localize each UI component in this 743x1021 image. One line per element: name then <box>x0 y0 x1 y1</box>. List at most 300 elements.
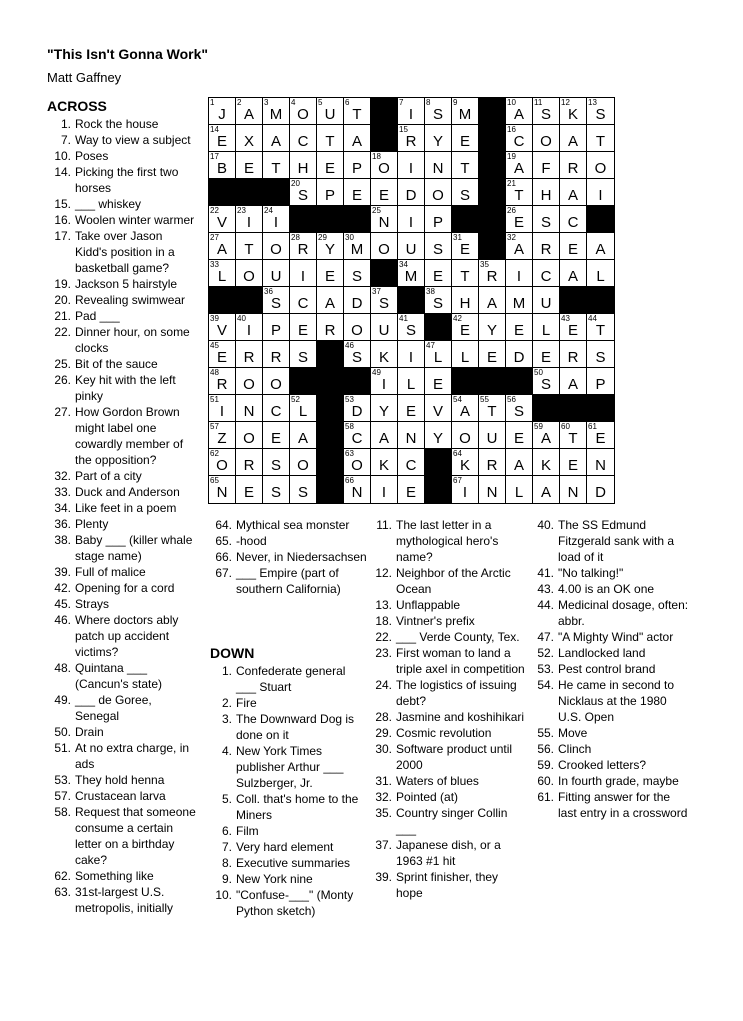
grid-cell[interactable] <box>371 152 398 179</box>
grid-cell[interactable] <box>371 314 398 341</box>
grid-block <box>317 206 344 233</box>
cell-letter: E <box>378 187 389 204</box>
cell-letter: L <box>433 349 443 366</box>
cell-number: 54 <box>453 395 462 404</box>
grid-cell[interactable] <box>587 260 614 287</box>
grid-cell[interactable] <box>587 179 614 206</box>
grid-cell[interactable] <box>506 260 533 287</box>
grid-cell[interactable] <box>560 368 587 395</box>
grid-cell[interactable] <box>371 233 398 260</box>
grid-cell[interactable] <box>587 98 614 125</box>
clue-number: 18. <box>375 614 392 628</box>
grid-cell[interactable] <box>533 341 560 368</box>
grid-cell[interactable] <box>236 314 263 341</box>
cell-letter: P <box>324 187 335 204</box>
grid-cell[interactable] <box>452 125 479 152</box>
grid-cell[interactable] <box>371 395 398 422</box>
cell-number: 58 <box>345 422 354 431</box>
clue <box>208 871 368 887</box>
grid-cell[interactable] <box>209 125 236 152</box>
clue <box>368 565 528 597</box>
grid-cell[interactable] <box>263 314 290 341</box>
grid-cell[interactable] <box>533 368 560 395</box>
grid-cell[interactable] <box>344 422 371 449</box>
grid-cell[interactable] <box>560 152 587 179</box>
grid-cell[interactable] <box>290 287 317 314</box>
grid-cell[interactable] <box>452 476 479 503</box>
grid-cell[interactable] <box>560 341 587 368</box>
grid-cell[interactable] <box>236 449 263 476</box>
clue <box>530 645 692 661</box>
grid-cell[interactable] <box>263 395 290 422</box>
grid-cell[interactable] <box>452 260 479 287</box>
clue-number: 66. <box>215 550 232 564</box>
grid-cell[interactable] <box>398 476 425 503</box>
grid-cell[interactable] <box>290 125 317 152</box>
cell-number: 51 <box>210 395 219 404</box>
grid-cell[interactable] <box>533 179 560 206</box>
clue-number: 22. <box>375 630 392 644</box>
grid-cell[interactable] <box>587 476 614 503</box>
grid-block <box>371 98 398 125</box>
grid-cell[interactable] <box>344 125 371 152</box>
grid-cell[interactable] <box>560 98 587 125</box>
grid-cell[interactable] <box>425 260 452 287</box>
clue-text: New York nine <box>236 872 313 886</box>
grid-cell[interactable] <box>344 314 371 341</box>
grid-cell[interactable] <box>344 179 371 206</box>
clue-text: Strays <box>75 597 110 611</box>
grid-cell[interactable] <box>425 233 452 260</box>
grid-cell[interactable] <box>479 476 506 503</box>
clue <box>208 533 368 549</box>
grid-cell[interactable] <box>209 314 236 341</box>
clue-text: He came in second to Nicklaus at the 1980 U.S. Open <box>558 678 675 724</box>
grid-cell[interactable] <box>317 179 344 206</box>
clue-number: 57. <box>54 789 71 803</box>
grid-cell[interactable] <box>398 341 425 368</box>
grid-cell[interactable] <box>236 125 263 152</box>
grid-cell[interactable] <box>317 98 344 125</box>
grid-cell[interactable] <box>263 125 290 152</box>
grid-cell[interactable] <box>452 395 479 422</box>
cell-number: 11 <box>534 98 543 107</box>
grid-block <box>236 179 263 206</box>
across-clues-column-1 <box>47 116 197 916</box>
grid-block <box>290 206 317 233</box>
clue-text: Quintana ___ (Cancun's state) <box>75 661 162 691</box>
grid-cell[interactable] <box>209 233 236 260</box>
clue-text: Where doctors ably patch up accident victims? <box>75 613 179 659</box>
grid-cell[interactable] <box>290 152 317 179</box>
cell-number: 25 <box>372 206 381 215</box>
cell-letter: E <box>486 349 497 366</box>
cell-letter: C <box>540 268 552 285</box>
grid-cell[interactable] <box>425 125 452 152</box>
grid-cell[interactable] <box>371 206 398 233</box>
cell-letter: T <box>352 106 362 123</box>
grid-cell[interactable] <box>425 179 452 206</box>
grid-cell[interactable] <box>560 422 587 449</box>
grid-cell[interactable] <box>344 476 371 503</box>
grid-block <box>317 422 344 449</box>
grid-cell[interactable] <box>263 98 290 125</box>
grid-block <box>479 98 506 125</box>
grid-cell[interactable] <box>506 152 533 179</box>
grid-cell[interactable] <box>371 287 398 314</box>
grid-cell[interactable] <box>506 206 533 233</box>
cell-letter: O <box>270 376 282 393</box>
grid-cell[interactable] <box>452 449 479 476</box>
clue-text: Fire <box>236 696 257 710</box>
grid-cell[interactable] <box>452 287 479 314</box>
grid-cell[interactable] <box>506 98 533 125</box>
clue-number: 41. <box>537 566 554 580</box>
grid-cell[interactable] <box>533 476 560 503</box>
grid-cell[interactable] <box>371 449 398 476</box>
clue <box>47 740 197 772</box>
grid-cell[interactable] <box>209 98 236 125</box>
grid-cell[interactable] <box>263 152 290 179</box>
grid-cell[interactable] <box>398 449 425 476</box>
grid-cell[interactable] <box>425 341 452 368</box>
grid-cell[interactable] <box>560 476 587 503</box>
grid-block <box>479 368 506 395</box>
clue-text: 4.00 is an OK one <box>558 582 655 596</box>
grid-cell[interactable] <box>506 179 533 206</box>
grid-cell[interactable] <box>371 179 398 206</box>
clue-text: Opening for a cord <box>75 581 175 595</box>
grid-cell[interactable] <box>371 368 398 395</box>
grid-cell[interactable] <box>533 233 560 260</box>
clue-text: Take over Jason Kidd's position in a basketball game? <box>75 229 175 275</box>
grid-cell[interactable] <box>398 98 425 125</box>
cell-letter: D <box>351 295 363 312</box>
grid-cell[interactable] <box>479 314 506 341</box>
cell-letter: I <box>598 187 603 204</box>
cell-letter: K <box>378 457 389 474</box>
grid-cell[interactable] <box>479 449 506 476</box>
grid-cell[interactable] <box>506 233 533 260</box>
grid-cell[interactable] <box>506 341 533 368</box>
cell-letter: E <box>459 241 470 258</box>
grid-cell[interactable] <box>344 449 371 476</box>
grid-block <box>425 476 452 503</box>
grid-cell[interactable] <box>425 152 452 179</box>
grid-cell[interactable] <box>290 449 317 476</box>
grid-cell[interactable] <box>533 314 560 341</box>
grid-cell[interactable] <box>587 314 614 341</box>
grid-cell[interactable] <box>317 314 344 341</box>
clue-number: 34. <box>54 501 71 515</box>
across-header: ACROSS <box>47 98 107 114</box>
grid-cell[interactable] <box>533 260 560 287</box>
grid-cell[interactable] <box>290 98 317 125</box>
grid-cell[interactable] <box>236 152 263 179</box>
clue <box>368 709 528 725</box>
grid-cell[interactable] <box>587 233 614 260</box>
grid-cell[interactable] <box>452 314 479 341</box>
grid-cell[interactable] <box>236 206 263 233</box>
grid-cell[interactable] <box>452 152 479 179</box>
clue <box>47 532 197 564</box>
grid-cell[interactable] <box>263 449 290 476</box>
clue-text: At no extra charge, in ads <box>75 741 190 771</box>
grid-cell[interactable] <box>506 125 533 152</box>
grid-cell[interactable] <box>344 260 371 287</box>
grid-cell[interactable] <box>560 260 587 287</box>
cell-letter: S <box>513 403 524 420</box>
grid-cell[interactable] <box>344 233 371 260</box>
grid-cell[interactable] <box>452 233 479 260</box>
grid-cell[interactable] <box>209 395 236 422</box>
clue <box>47 868 197 884</box>
grid-cell[interactable] <box>479 287 506 314</box>
clue-number: 30. <box>375 742 392 756</box>
grid-cell[interactable] <box>209 341 236 368</box>
grid-cell[interactable] <box>290 395 317 422</box>
grid-cell[interactable] <box>236 395 263 422</box>
grid-cell[interactable] <box>587 341 614 368</box>
grid-cell[interactable] <box>236 98 263 125</box>
grid-cell[interactable] <box>236 233 263 260</box>
grid-block <box>317 395 344 422</box>
clue-text: Medicinal dosage, often: abbr. <box>558 598 689 628</box>
grid-cell[interactable] <box>209 206 236 233</box>
cell-letter: B <box>216 160 227 177</box>
clue-number: 32. <box>375 790 392 804</box>
grid-cell[interactable] <box>587 422 614 449</box>
clue-text: Key hit with the left pinky <box>75 373 176 403</box>
grid-cell[interactable] <box>425 206 452 233</box>
cell-letter: T <box>460 160 470 177</box>
grid-cell[interactable] <box>587 449 614 476</box>
cell-number: 8 <box>426 98 431 107</box>
clue <box>208 855 368 871</box>
cell-letter: S <box>405 322 416 339</box>
grid-cell[interactable] <box>479 422 506 449</box>
grid-block <box>452 368 479 395</box>
grid-cell[interactable] <box>236 368 263 395</box>
crossword-grid <box>208 97 615 504</box>
grid-cell[interactable] <box>290 422 317 449</box>
grid-cell[interactable] <box>371 476 398 503</box>
grid-cell[interactable] <box>587 125 614 152</box>
cell-letter: U <box>270 268 282 285</box>
grid-cell[interactable] <box>560 206 587 233</box>
clue-text: Country singer Collin ___ <box>396 806 508 836</box>
grid-cell[interactable] <box>533 287 560 314</box>
clue <box>368 597 528 613</box>
grid-cell[interactable] <box>587 152 614 179</box>
cell-letter: E <box>567 241 578 258</box>
clue-number: 3. <box>221 712 232 726</box>
grid-cell[interactable] <box>398 152 425 179</box>
grid-cell[interactable] <box>398 125 425 152</box>
grid-cell[interactable] <box>452 341 479 368</box>
clue-number: 54. <box>537 678 554 692</box>
grid-cell[interactable] <box>236 422 263 449</box>
grid-cell[interactable] <box>290 476 317 503</box>
grid-cell[interactable] <box>209 368 236 395</box>
grid-cell[interactable] <box>452 179 479 206</box>
grid-cell[interactable] <box>425 368 452 395</box>
grid-cell[interactable] <box>560 179 587 206</box>
grid-cell[interactable] <box>344 341 371 368</box>
grid-cell[interactable] <box>398 422 425 449</box>
grid-cell[interactable] <box>344 395 371 422</box>
clue-number: 6. <box>221 824 232 838</box>
grid-cell[interactable] <box>371 422 398 449</box>
grid-cell[interactable] <box>506 449 533 476</box>
grid-cell[interactable] <box>209 152 236 179</box>
grid-cell[interactable] <box>290 233 317 260</box>
clue-text: Drain <box>75 725 104 739</box>
grid-cell[interactable] <box>317 233 344 260</box>
grid-cell[interactable] <box>398 179 425 206</box>
grid-cell[interactable] <box>398 395 425 422</box>
grid-cell[interactable] <box>263 368 290 395</box>
clue <box>368 629 528 645</box>
grid-cell[interactable] <box>209 422 236 449</box>
clue-number: 10. <box>215 888 232 902</box>
cell-letter: S <box>540 106 551 123</box>
grid-cell[interactable] <box>587 368 614 395</box>
grid-cell[interactable] <box>560 125 587 152</box>
cell-letter: S <box>595 106 606 123</box>
clue-number: 42. <box>54 581 71 595</box>
clue <box>47 148 197 164</box>
clue-number: 4. <box>221 744 232 758</box>
grid-cell[interactable] <box>506 314 533 341</box>
cell-letter: E <box>243 160 254 177</box>
grid-cell[interactable] <box>263 287 290 314</box>
cell-letter: I <box>462 484 468 501</box>
cell-number: 64 <box>453 449 462 458</box>
clue-text: Film <box>236 824 259 838</box>
cell-letter: C <box>513 133 525 150</box>
grid-cell[interactable] <box>506 476 533 503</box>
grid-cell[interactable] <box>344 287 371 314</box>
cell-letter: O <box>270 241 282 258</box>
grid-cell[interactable] <box>479 260 506 287</box>
grid-cell[interactable] <box>560 233 587 260</box>
cell-letter: O <box>351 322 363 339</box>
clue-text: The Downward Dog is done on it <box>236 712 355 742</box>
grid-cell[interactable] <box>317 260 344 287</box>
grid-block <box>317 341 344 368</box>
grid-cell[interactable] <box>236 476 263 503</box>
clue-number: 36. <box>54 517 71 531</box>
grid-cell[interactable] <box>344 152 371 179</box>
grid-cell[interactable] <box>317 125 344 152</box>
grid-cell[interactable] <box>263 476 290 503</box>
grid-cell[interactable] <box>452 422 479 449</box>
clue-text: First woman to land a triple axel in competition <box>396 646 525 676</box>
grid-cell[interactable] <box>209 260 236 287</box>
grid-cell[interactable] <box>344 98 371 125</box>
grid-cell[interactable] <box>290 179 317 206</box>
clue <box>208 695 368 711</box>
cell-number: 52 <box>291 395 300 404</box>
clue <box>47 596 197 612</box>
clue-number: 19. <box>54 277 71 291</box>
clue <box>47 324 197 356</box>
grid-cell[interactable] <box>398 260 425 287</box>
grid-cell[interactable] <box>560 314 587 341</box>
cell-letter: P <box>595 376 606 393</box>
grid-cell[interactable] <box>506 395 533 422</box>
clue-text: Vintner's prefix <box>396 614 475 628</box>
grid-cell[interactable] <box>209 476 236 503</box>
grid-cell[interactable] <box>263 260 290 287</box>
grid-cell[interactable] <box>398 314 425 341</box>
grid-cell[interactable] <box>317 287 344 314</box>
grid-cell[interactable] <box>398 368 425 395</box>
cell-number: 63 <box>345 449 354 458</box>
grid-cell[interactable] <box>263 422 290 449</box>
grid-cell[interactable] <box>425 395 452 422</box>
grid-cell[interactable] <box>371 341 398 368</box>
grid-cell[interactable] <box>425 422 452 449</box>
grid-cell[interactable] <box>533 206 560 233</box>
cell-number: 33 <box>210 260 219 269</box>
clue-text: Sprint finisher, they hope <box>396 870 499 900</box>
grid-cell[interactable] <box>533 98 560 125</box>
clue-number: 45. <box>54 597 71 611</box>
grid-cell[interactable] <box>209 449 236 476</box>
cell-letter: I <box>408 106 414 123</box>
grid-cell[interactable] <box>425 98 452 125</box>
grid-cell[interactable] <box>479 341 506 368</box>
grid-cell[interactable] <box>317 152 344 179</box>
grid-cell[interactable] <box>236 260 263 287</box>
clue-text: 31st-largest U.S. metropolis, initially <box>75 885 174 915</box>
clue-number: 50. <box>54 725 71 739</box>
clue <box>368 517 528 565</box>
grid-cell[interactable] <box>452 98 479 125</box>
cell-letter: E <box>540 349 551 366</box>
grid-cell[interactable] <box>533 152 560 179</box>
cell-letter: E <box>432 268 443 285</box>
grid-cell[interactable] <box>290 314 317 341</box>
grid-cell[interactable] <box>479 395 506 422</box>
grid-block <box>533 395 560 422</box>
grid-cell[interactable] <box>533 125 560 152</box>
grid-cell[interactable] <box>506 287 533 314</box>
grid-cell[interactable] <box>290 260 317 287</box>
grid-cell[interactable] <box>290 341 317 368</box>
cell-letter: A <box>540 430 551 447</box>
grid-cell[interactable] <box>425 287 452 314</box>
cell-letter: A <box>540 484 551 501</box>
clue <box>47 276 197 292</box>
grid-cell[interactable] <box>263 233 290 260</box>
grid-cell[interactable] <box>533 449 560 476</box>
grid-cell[interactable] <box>263 206 290 233</box>
cell-letter: M <box>512 295 526 312</box>
clue <box>208 743 368 791</box>
grid-cell[interactable] <box>560 449 587 476</box>
grid-cell[interactable] <box>263 341 290 368</box>
grid-cell[interactable] <box>506 422 533 449</box>
clue-text: Never, in Niedersachsen <box>236 550 367 564</box>
grid-cell[interactable] <box>533 422 560 449</box>
grid-cell[interactable] <box>398 206 425 233</box>
grid-cell[interactable] <box>236 341 263 368</box>
clue-number: 14. <box>54 165 71 179</box>
grid-cell[interactable] <box>398 233 425 260</box>
